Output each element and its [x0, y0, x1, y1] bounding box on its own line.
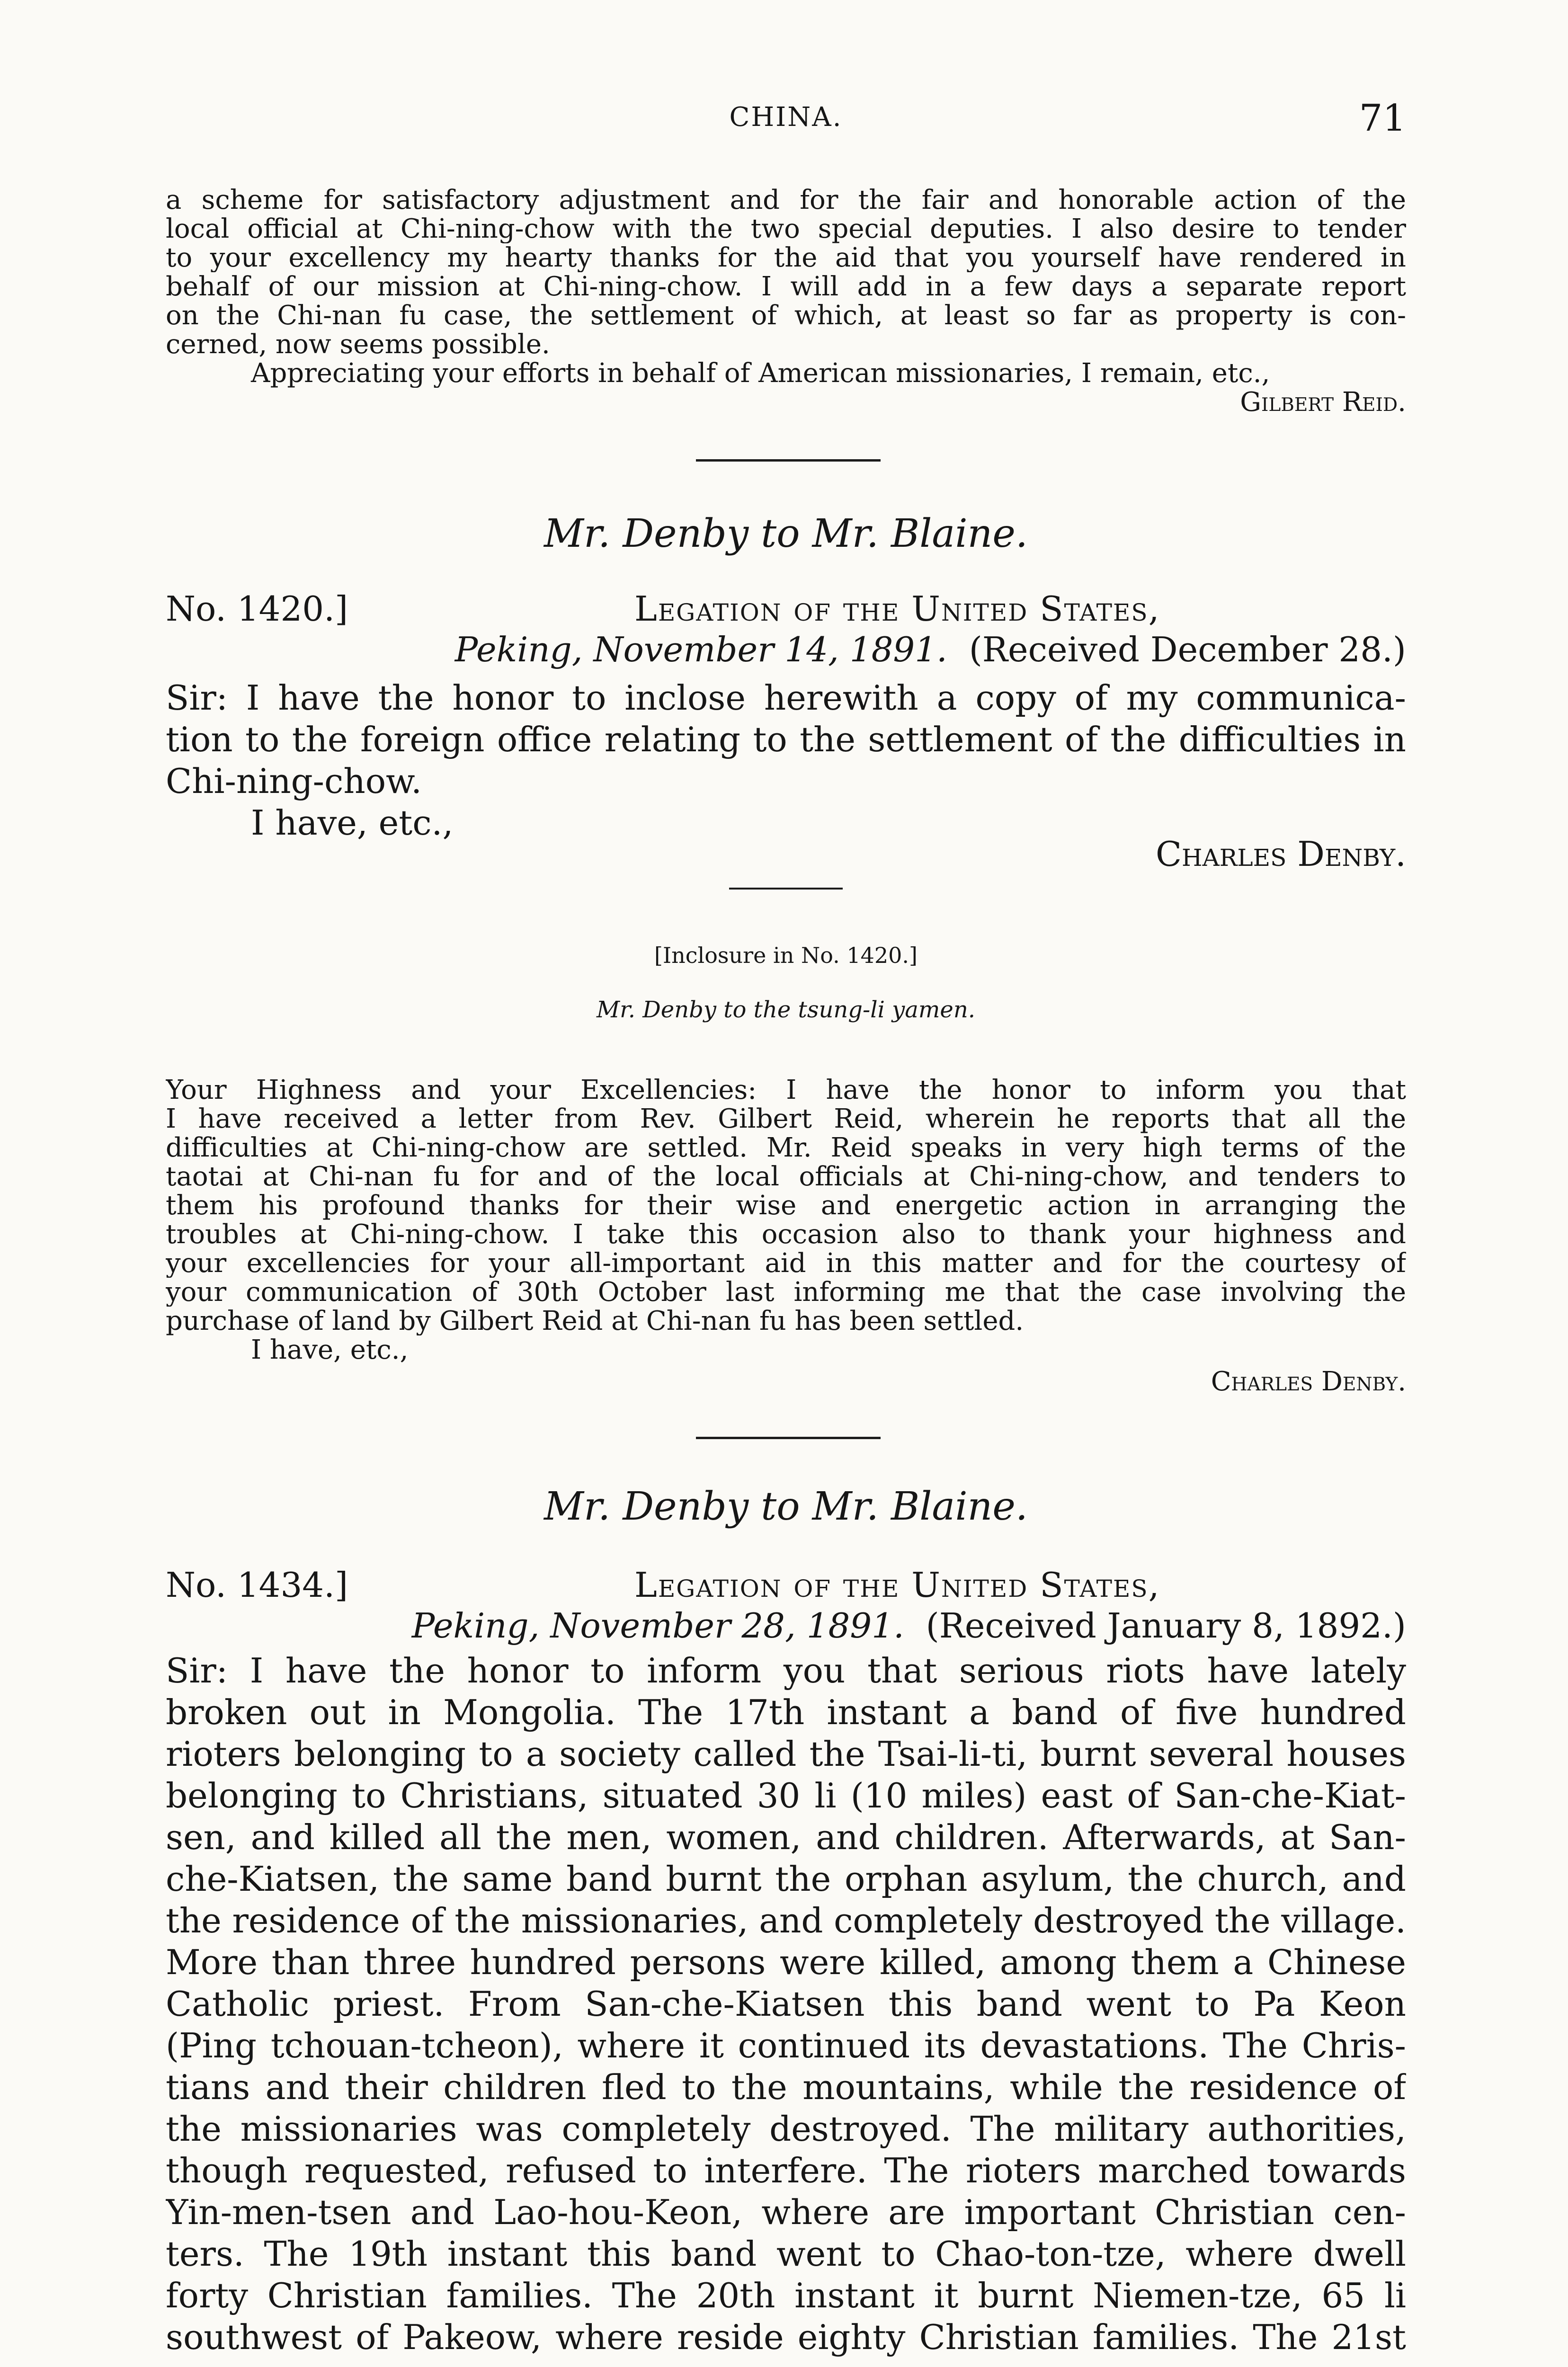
text-line: Your Highness and your Excellencies: I have the honor to inform you that [166, 1076, 1406, 1104]
text-line: the missionaries was completely destroyed. The military authorities, [166, 2109, 1406, 2149]
letter-number: No. 1420.] [166, 589, 348, 629]
text-line: Catholic priest. From San-che-Kiatsen this band went to Pa Keon [166, 1984, 1406, 2024]
letter-1420-body [166, 677, 1406, 844]
text-line: cerned, now seems possible. [166, 330, 550, 359]
text-line: troubles at Chi-ning-chow. I take this occasion also to thank your highness and [166, 1220, 1406, 1249]
letter-1420-heading: Mr. Denby to Mr. Blaine. [544, 511, 1028, 556]
closing-line: I have, etc., [251, 803, 454, 843]
section-divider [729, 888, 843, 890]
signature-charles-denby: Charles Denby. [1155, 834, 1406, 874]
signature-charles-denby: Charles Denby. [1211, 1366, 1406, 1397]
text-line: Sir: I have the honor to inform you that serious riots have lately [166, 1651, 1406, 1691]
text-line: your communication of 30th October last informing me that the case involving the [166, 1278, 1406, 1307]
text-line: local official at Chi-ning-chow with the two special deputies. I also desire to tender [166, 214, 1406, 243]
text-line: Sir: I have the honor to inclose herewith a copy of my communica- [166, 678, 1406, 718]
received-date: (Received December 28.) [969, 630, 1406, 669]
closing-line: Appreciating your efforts in behalf of American missionaries, I remain, etc., [251, 359, 1270, 388]
running-head: CHINA. [729, 102, 843, 133]
text-line: Yin-men-tsen and Lao-hou-Keon, where are important Christian cen- [166, 2192, 1406, 2232]
text-line: purchase of land by Gilbert Reid at Chi-nan fu has been settled. [166, 1307, 1024, 1335]
inclosure-heading: Mr. Denby to the tsung-li yamen. [596, 997, 976, 1023]
text-line: them his profound thanks for their wise and energetic action in arranging the [166, 1191, 1406, 1220]
text-line: taotai at Chi-nan fu for and of the local officials at Chi-ning-chow, and tenders to [166, 1162, 1406, 1191]
letter-1434-dateline [166, 1565, 1406, 1650]
text-line: More than three hundred persons were killed, among them a Chinese [166, 1942, 1406, 1982]
letter-1420-dateline [166, 588, 1406, 674]
date-line [412, 1605, 1406, 1646]
text-line: on the Chi-nan fu case, the settlement of which, at least so far as property is con- [166, 301, 1406, 330]
text-line: tians and their children fled to the mountains, while the residence of [166, 2067, 1406, 2107]
page-header [166, 97, 1406, 144]
text-line: difficulties at Chi-ning-chow are settled. Mr. Reid speaks in very high terms of the [166, 1133, 1406, 1162]
text-line: (Ping tchouan-tcheon), where it continued its devastations. The Chris- [166, 2026, 1406, 2065]
text-line: a scheme for satisfactory adjustment and for the fair and honorable action of the [166, 186, 1406, 214]
text-line: to your excellency my hearty thanks for the aid that you yourself have rendered in [166, 243, 1406, 272]
inclosure-label: [Inclosure in No. 1420.] [654, 943, 918, 968]
text-line: though requested, refused to interfere. The rioters marched towards [166, 2151, 1406, 2190]
text-line: belonging to Christians, situated 30 li (10 miles) east of San-che-Kiat- [166, 1776, 1406, 1815]
legation-name: Legation of the United States, [634, 589, 1160, 629]
text-line: che-Kiatsen, the same band burnt the orphan asylum, the church, and [166, 1859, 1406, 1899]
letter-1434-body [166, 1650, 1406, 2358]
section-divider [696, 1437, 881, 1439]
text-line: southwest of Pakeow, where reside eighty Christian families. The 21st [166, 2317, 1406, 2357]
reid-letter-body [166, 186, 1406, 417]
text-line: Chi-ning-chow. [166, 761, 422, 801]
received-date: (Received January 8, 1892.) [926, 1606, 1406, 1646]
signature-gilbert-reid: Gilbert Reid. [1240, 388, 1406, 417]
letter-number: No. 1434.] [166, 1565, 348, 1605]
page-number: 71 [1359, 97, 1406, 140]
text-line: sen, and killed all the men, women, and children. Afterwards, at San- [166, 1817, 1406, 1857]
text-line: your excellencies for your all-important aid in this matter and for the courtesy of [166, 1249, 1406, 1278]
text-line: rioters belonging to a society called the Tsai-li-ti, burnt several houses [166, 1734, 1406, 1774]
text-line: I have received a letter from Rev. Gilbert Reid, wherein he reports that all the [166, 1104, 1406, 1133]
text-line: tion to the foreign office relating to the settlement of the difficulties in [166, 720, 1406, 759]
date-place: Peking, November 28, 1891. [411, 1606, 904, 1646]
section-divider [696, 459, 881, 462]
text-line: behalf of our mission at Chi-ning-chow. I will add in a few days a separate report [166, 272, 1406, 301]
closing-line: I have, etc., [251, 1335, 409, 1364]
date-line [455, 629, 1406, 670]
date-place: Peking, November 14, 1891. [454, 630, 947, 669]
text-line: the residence of the missionaries, and completely destroyed the village. [166, 1901, 1406, 1940]
text-line: broken out in Mongolia. The 17th instant a band of five hundred [166, 1692, 1406, 1732]
legation-name: Legation of the United States, [634, 1565, 1160, 1605]
letter-1434-heading: Mr. Denby to Mr. Blaine. [544, 1484, 1028, 1529]
text-line: ters. The 19th instant this band went to Chao-ton-tze, where dwell [166, 2234, 1406, 2274]
inclosure-body [166, 1076, 1406, 1364]
text-line: forty Christian families. The 20th instant it burnt Niemen-tze, 65 li [166, 2276, 1406, 2315]
